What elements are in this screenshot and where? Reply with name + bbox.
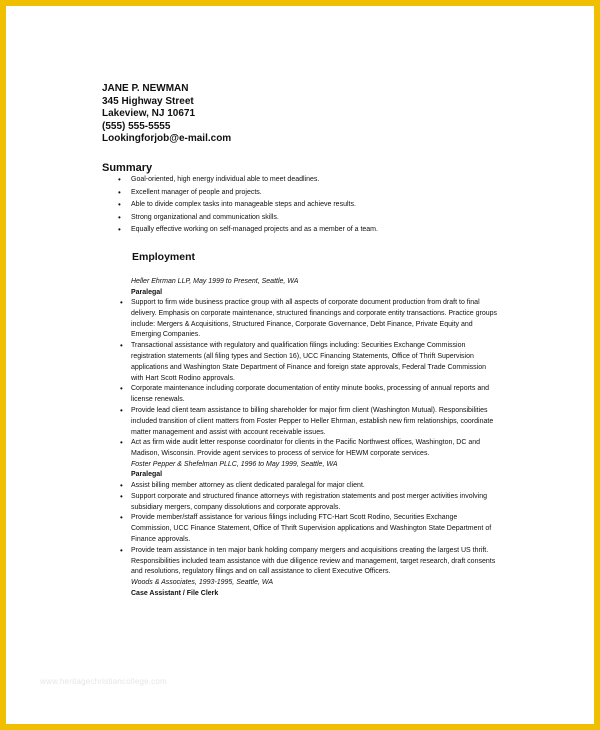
- job-duty: • Provide team assistance in ten major bank holding company mergers and acquisitions creating the largest US thrift. Responsibilities included team assistance with due diligence review and management, target research, draft consents and resolutions, regulatory filings and on call assistance to client Executive Officers.: [118, 546, 498, 578]
- phone-number: (555) 555-5555: [102, 120, 171, 132]
- summary-item: • Equally effective working on self-managed projects and as a member of a team.: [118, 224, 378, 237]
- job-heading: Woods & Associates, 1993-1995, Seattle, WA: [131, 579, 274, 587]
- summary-item: • Goal-oriented, high energy individual able to meet deadlines.: [118, 174, 378, 187]
- job-heading: Heller Ehrman LLP, May 1999 to Present, Seattle, WA: [131, 278, 299, 285]
- employment-section: [118, 277, 498, 599]
- city-state-zip: Lakeview, NJ 10671: [102, 108, 196, 119]
- job-role: Paralegal: [131, 471, 163, 479]
- job-heading: Foster Pepper & Shefelman PLLC, 1996 to May 1999, Seattle, WA: [131, 460, 338, 468]
- job-duty: • Corporate maintenance including corporate documentation of entity minute books, processing of annual reports and license renewals.: [118, 384, 498, 406]
- job-duty: • Provide member/staff assistance for various filings including FTC-Hart Scott Rodino, Securities Exchange Commission, UCC Finance Statement, Office of Thrift Supervision applications and Washington State Department of Finance approvals.: [118, 513, 498, 545]
- job-duties: [118, 298, 498, 460]
- job-duty: • Support corporate and structured finance attorneys with registration statements and post merger activities involving subsidiary mergers, company dissolutions and corporate approvals.: [118, 492, 498, 514]
- job-duty: • Act as firm wide audit letter response coordinator for clients in the Pacific Northwest offices, Washington, DC and Madison, Wisconsin. Provide agent services to process of service for HEWM corporate services.: [118, 438, 498, 460]
- job-duties: [118, 481, 498, 578]
- resume-page: [6, 6, 594, 724]
- job-role: Paralegal: [131, 288, 163, 296]
- job-duty: • Support to firm wide business practice group with all aspects of corporate document production from draft to final delivery. Emphasis on corporate maintenance, structured financings and corporate entity transactions. Practice groups include: Mergers & Acquisitions, Structured Finance, Corporate Governance, Debt Finance, Private Equity and Emerging Companies.: [118, 298, 498, 341]
- job-role: Case Assistant / File Clerk: [131, 589, 219, 597]
- street-address: 345 Highway Street: [102, 95, 194, 107]
- employment-heading: Employment: [132, 251, 196, 263]
- summary-list: [118, 174, 378, 237]
- summary-item: • Strong organizational and communication skills.: [118, 212, 378, 225]
- summary-item: • Able to divide complex tasks into manageable steps and achieve results.: [118, 199, 378, 212]
- contact-header: [102, 83, 231, 146]
- watermark-text: www.heritagechristiancollege.com: [40, 677, 167, 686]
- summary-heading: Summary: [102, 162, 153, 174]
- job-duty: • Transactional assistance with regulatory and qualification filings including: Securities Exchange Commission registration statements (all filing types and Section 16), UCC Financing Statements, Office of Thrift Supervision applications and Washington State Department of Finance and foreign state approvals, Federal Trade Commission with Hart Scott Rodino approvals.: [118, 341, 498, 384]
- applicant-name: JANE P. NEWMAN: [102, 83, 189, 94]
- job-duty: • Assist billing member attorney as client dedicated paralegal for major client.: [118, 481, 498, 492]
- summary-item: • Excellent manager of people and projects.: [118, 187, 378, 200]
- email-address: Lookingforjob@e-mail.com: [102, 133, 232, 144]
- job-duty: • Provide lead client team assistance to billing shareholder for major firm client (Washington Mutual). Responsibilities included transition of client matters from Foster Pepper to Heller Ehrman, establish new firm relationships, coordinate matter management and assist with account receivable issues.: [118, 406, 498, 438]
